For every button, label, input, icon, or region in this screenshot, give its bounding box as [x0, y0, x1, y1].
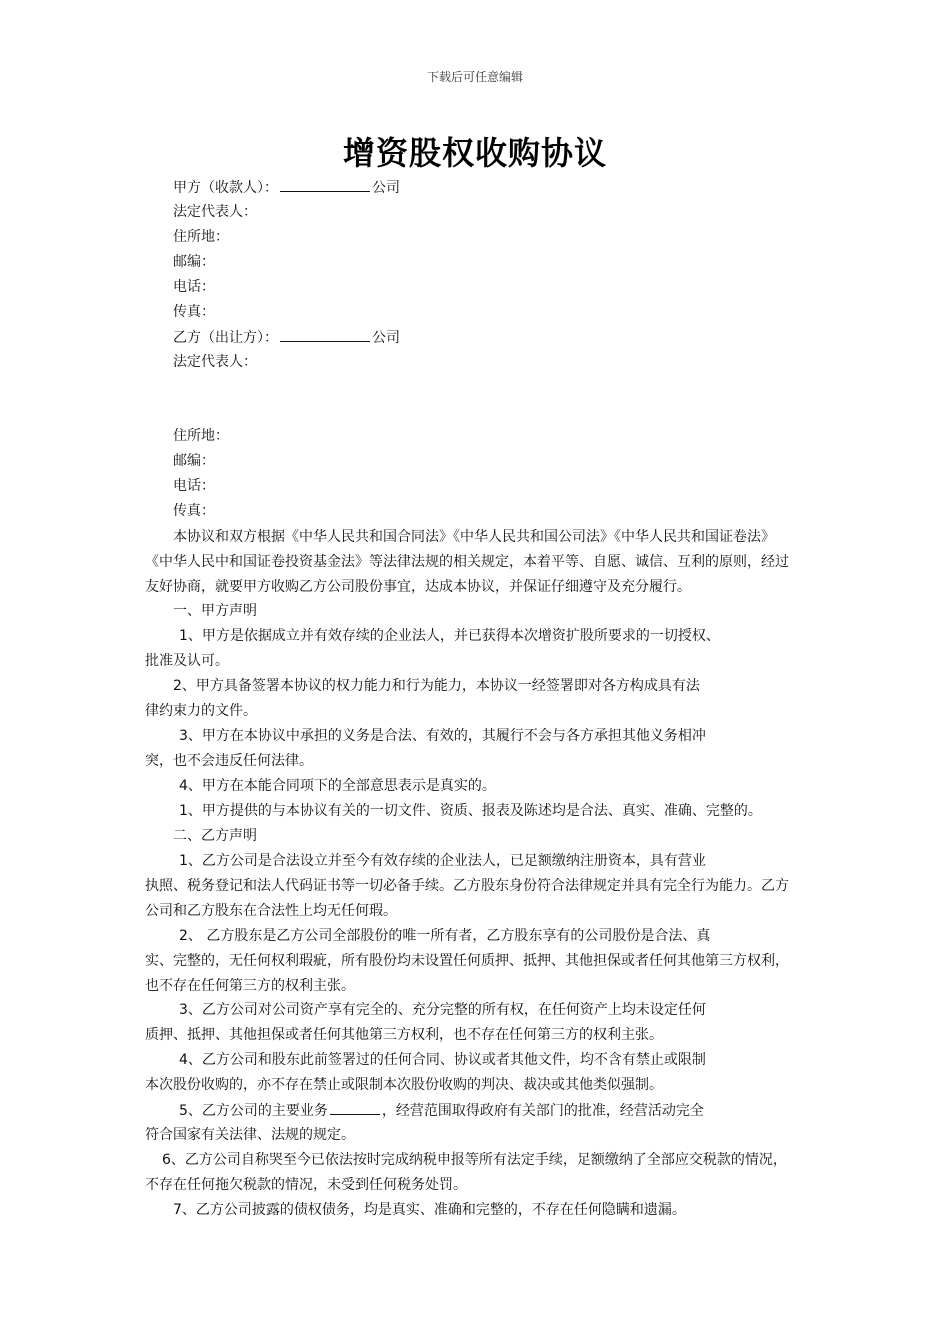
clause-line: 公司和乙方股东在合法性上均无任何瑕。	[145, 903, 397, 919]
clause-line: 2、 乙方股东是乙方公司全部股份的唯一所有者，乙方股东享有的公司股份是合法、真	[179, 928, 711, 944]
clause-text: ，经营范围取得政府有关部门的批准，经营活动完全	[381, 1103, 704, 1119]
party-a-postcode: 邮编：	[173, 254, 215, 270]
clause-line: 符合国家有关法律、法规的规定。	[145, 1127, 355, 1143]
clause-line: 1、乙方公司是合法设立并至今有效存续的企业法人，已足额缴纳注册资本，具有营业	[179, 853, 706, 869]
party-b-name	[173, 327, 400, 348]
party-a-address: 住所地：	[173, 229, 229, 245]
party-b-fax: 传真：	[173, 503, 215, 519]
section-heading: 一、甲方声明	[173, 603, 257, 619]
party-b-postcode: 邮编：	[173, 453, 215, 469]
intro-line: 友好协商，就要甲方收购乙方公司股份事宜，达成本协议，并保证仔细遵守及充分履行。	[145, 579, 691, 595]
clause-line: 4、甲方在本能合同项下的全部意思表示是真实的。	[179, 778, 496, 794]
business-blank	[330, 1100, 380, 1115]
clause-line: 实、完整的，无任何权利瑕疵，所有股份均未设置任何质押、抵押、其他担保或者任何其他第三方权利，	[145, 953, 789, 969]
clause-line: 质押、抵押、其他担保或者任何其他第三方权利，也不存在任何第三方的权利主张。	[145, 1027, 663, 1043]
party-b-address: 住所地：	[173, 428, 229, 444]
clause-line: 律约束力的文件。	[145, 703, 257, 719]
party-b-phone: 电话：	[173, 478, 215, 494]
party-a-phone: 电话：	[173, 279, 215, 295]
clause-line: 1、甲方提供的与本协议有关的一切文件、资质、报表及陈述均是合法、真实、准确、完整的。	[179, 803, 762, 819]
clause-line: 4、乙方公司和股东此前签署过的任何合同、协议或者其他文件，均不含有禁止或限制	[179, 1052, 706, 1068]
header-note: 下载后可任意编辑	[426, 70, 523, 84]
clause-line: 7、乙方公司披露的债权债务，均是真实、准确和完整的，不存在任何隐瞒和遗漏。	[173, 1202, 686, 1218]
party-a-suffix: 公司	[372, 180, 400, 196]
party-b-blank	[280, 327, 370, 342]
party-a-rep: 法定代表人：	[173, 204, 257, 220]
party-a-label: 甲方（收款人）：	[173, 180, 278, 196]
section-heading: 二、乙方声明	[173, 828, 257, 844]
party-b-label: 乙方（出让方）：	[173, 330, 278, 346]
clause-line	[179, 1100, 704, 1121]
intro-line: 本协议和双方根据《中华人民共和国合同法》《中华人民共和国公司法》《中华人民共和国证卷法》	[173, 529, 775, 545]
clause-line: 批准及认可。	[145, 653, 229, 669]
party-b-rep: 法定代表人：	[173, 354, 257, 370]
party-a-name	[173, 177, 400, 198]
clause-line: 3、甲方在本协议中承担的义务是合法、有效的，其履行不会与各方承担其他义务相冲	[179, 728, 706, 744]
clause-line: 突，也不会违反任何法律。	[145, 753, 313, 769]
clause-line: 1、甲方是依据成立并有效存续的企业法人，并已获得本次增资扩股所要求的一切授权、	[179, 628, 720, 644]
clause-line: 本次股份收购的，亦不存在禁止或限制本次股份收购的判决、裁决或其他类似强制。	[145, 1077, 663, 1093]
party-a-blank	[280, 177, 370, 192]
party-a-fax: 传真：	[173, 304, 215, 320]
intro-line: 《中华人民中和国证卷投资基金法》等法律法规的相关规定，本着平等、自愿、诚信、互利的原则，经过	[145, 554, 789, 570]
clause-line: 2、甲方具备签署本协议的权力能力和行为能力，本协议一经签署即对各方构成具有法	[173, 678, 700, 694]
document-title: 增资股权收购协议	[342, 134, 607, 172]
clause-line: 也不存在任何第三方的权利主张。	[145, 978, 355, 994]
clause-line: 执照、税务登记和法人代码证书等一切必备手续。乙方股东身份符合法律规定并具有完全行为能力。乙方	[145, 878, 789, 894]
clause-line: 不存在任何拖欠税款的情况，未受到任何税务处罚。	[145, 1177, 467, 1193]
clause-text: 5、乙方公司的主要业务	[179, 1103, 328, 1119]
clause-line: 6、乙方公司自称哭至今已依法按时完成纳税申报等所有法定手续，足额缴纳了全部应交税款的情况，	[162, 1152, 787, 1168]
party-b-suffix: 公司	[372, 330, 400, 346]
clause-line: 3、乙方公司对公司资产享有完全的、充分完整的所有权，在任何资产上均未设定任何	[179, 1002, 706, 1018]
